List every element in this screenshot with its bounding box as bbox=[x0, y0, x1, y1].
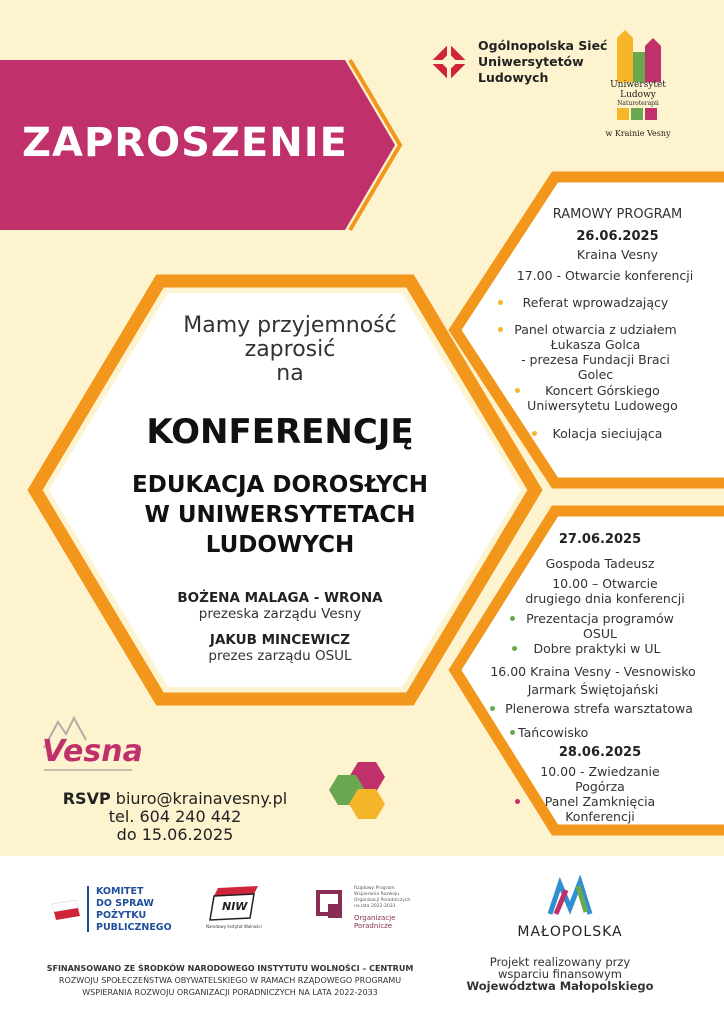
day2-item: Dobre praktyki w UL bbox=[533, 641, 661, 656]
ulv-line2: Ludowy bbox=[620, 90, 656, 100]
niw-subtitle: Narodowy Instytut Wolności bbox=[206, 924, 262, 929]
item-line: Łukasza Golca bbox=[550, 337, 641, 352]
day2-date: 27.06.2025 bbox=[558, 532, 642, 547]
rpwrop-name bbox=[354, 914, 395, 930]
day2-evening-item: Plenerowa strefa warsztatowa bbox=[505, 701, 693, 716]
item-line: 10.00 – Otwarcie bbox=[552, 576, 658, 591]
speaker-name: BOŻENA MALAGA - WRONA bbox=[177, 590, 383, 606]
rsvp-phone[interactable]: tel. 604 240 442 bbox=[108, 807, 242, 826]
funding-note bbox=[40, 963, 420, 999]
rpwrop-line: Rządowy Program bbox=[354, 886, 395, 891]
kdspp-line: POŻYTKU bbox=[96, 910, 147, 921]
day1-opening: 17.00 - Otwarcie konferencji bbox=[516, 268, 694, 283]
item-line: OSUL bbox=[583, 626, 617, 641]
osul-logo-icon bbox=[429, 42, 469, 82]
speaker-1 bbox=[130, 590, 430, 622]
osul-line: Uniwersytetów bbox=[478, 54, 584, 69]
conference-subtitle bbox=[85, 470, 475, 560]
day2-place: Gospoda Tadeusz bbox=[545, 556, 655, 571]
day3-date: 28.06.2025 bbox=[558, 745, 642, 760]
vesna-logo: Vesna bbox=[42, 734, 143, 769]
day1-date: 26.06.2025 bbox=[576, 229, 659, 244]
day1-item: Kolacja sieciująca bbox=[552, 426, 663, 441]
niw-label: NIW bbox=[222, 900, 248, 913]
item-line: Prezentacja programów bbox=[526, 611, 674, 626]
kdspp-logo-text bbox=[96, 886, 172, 934]
osul-line: Ludowych bbox=[478, 70, 549, 85]
item-line: Golec bbox=[577, 367, 614, 382]
rsvp-deadline: do 15.06.2025 bbox=[116, 825, 234, 844]
bullet-dot bbox=[498, 300, 503, 305]
speaker-2 bbox=[130, 632, 430, 664]
funding-line: WSPIERANIA ROZWOJU ORGANIZACJI PORADNICZYCH NA LATA 2022-2033 bbox=[82, 988, 378, 997]
bullet-dot bbox=[510, 730, 515, 735]
rpwrop-name-line: Organizacje bbox=[354, 914, 396, 922]
day2-item bbox=[510, 611, 690, 641]
item-line: Jarmark Świętojański bbox=[527, 682, 659, 697]
day2-evening-item: Tańcowisko bbox=[518, 725, 589, 740]
item-line: drugiego dnia konferencji bbox=[525, 591, 685, 606]
rpwrop-name-line: Poradnicze bbox=[354, 922, 393, 930]
item-line: Panel otwarcia z udziałem bbox=[514, 322, 677, 337]
rpwrop-title bbox=[354, 886, 410, 910]
item-line: Konferencji bbox=[565, 809, 635, 824]
funding-line: ROZWOJU SPOŁECZEŃSTWA OBYWATELSKIEGO W RAMACH RZĄDOWEGO PROGRAMU bbox=[58, 976, 402, 985]
malopolska-description bbox=[460, 956, 660, 992]
day1-item: Referat wprowadzający bbox=[522, 295, 669, 310]
malo-line: Województwa Małopolskiego bbox=[466, 979, 654, 993]
ulv-line3: Naturoterapii bbox=[617, 100, 659, 107]
kdspp-line: DO SPRAW bbox=[96, 898, 154, 909]
intro-text bbox=[140, 314, 440, 386]
intro-line: na bbox=[276, 361, 304, 386]
rsvp-email[interactable]: biuro@krainavesny.pl bbox=[115, 789, 288, 808]
intro-line: Mamy przyjemność bbox=[183, 313, 397, 338]
ulv-line4: w Krainie Vesny bbox=[605, 129, 671, 138]
item-line: Panel Zamknięcia bbox=[544, 794, 656, 809]
day2-evening bbox=[468, 664, 718, 697]
poland-flag-icon bbox=[52, 900, 80, 920]
rpwrop-line: Organizacji Poradniczych bbox=[354, 898, 411, 903]
day1-item bbox=[515, 383, 690, 413]
speaker-role: prezes zarządu OSUL bbox=[208, 648, 352, 664]
kdspp-line: KOMITET bbox=[96, 886, 144, 897]
day1-place: Kraina Vesny bbox=[576, 247, 659, 262]
rsvp-label: RSVP bbox=[62, 789, 111, 808]
ul-vesny-logo-text bbox=[600, 80, 676, 138]
item-line: Uniwersytetu Ludowego bbox=[527, 398, 678, 413]
rsvp-line bbox=[40, 790, 310, 808]
rpwrop-line: Wspierania Rozwoju bbox=[354, 892, 400, 897]
item-line: - prezesa Fundacji Braci bbox=[521, 352, 670, 367]
organizacje-poradnicze-icon bbox=[318, 892, 342, 918]
item-line: Pogórza bbox=[575, 779, 625, 794]
rsvp-block bbox=[40, 790, 310, 844]
bullet-dot bbox=[498, 327, 503, 332]
speaker-name: JAKUB MINCEWICZ bbox=[209, 632, 351, 648]
subtitle-line: LUDOWYCH bbox=[205, 532, 355, 558]
malo-line: wsparciu finansowym bbox=[498, 967, 622, 981]
malopolska-logo-icon bbox=[550, 882, 590, 914]
funding-line: SFINANSOWANO ZE ŚRODKÓW NARODOWEGO INSTYTUTU WOLNOŚCI – CENTRUM bbox=[46, 964, 414, 973]
day2-opening bbox=[500, 576, 710, 606]
intro-line: zaprosić bbox=[244, 337, 336, 362]
osul-line: Ogólnopolska Sieć bbox=[478, 38, 608, 53]
subtitle-line: EDUKACJA DOROSŁYCH bbox=[132, 472, 428, 498]
speaker-role: prezeska zarządu Vesny bbox=[198, 606, 362, 622]
rpwrop-line: na lata 2022-2033 bbox=[354, 904, 396, 909]
day1-item bbox=[508, 322, 683, 382]
ulv-line1: Uniwersytet bbox=[610, 80, 666, 90]
item-line: Koncert Górskiego bbox=[545, 383, 660, 398]
osul-logo-text bbox=[478, 38, 608, 86]
subtitle-line: W UNIWERSYTETACH bbox=[144, 502, 416, 528]
banner-title: ZAPROSZENIE bbox=[22, 120, 348, 166]
program-header: RAMOWY PROGRAM bbox=[552, 207, 683, 222]
conference-title: KONFERENCJĘ bbox=[146, 412, 414, 452]
item-line: 16.00 Kraina Vesny - Vesnowisko bbox=[490, 664, 696, 679]
day3-opening bbox=[500, 764, 700, 794]
item-line: 10.00 - Zwiedzanie bbox=[540, 764, 660, 779]
day3-item bbox=[515, 794, 685, 824]
malopolska-label: MAŁOPOLSKA bbox=[517, 924, 623, 940]
kdspp-line: PUBLICZNEGO bbox=[96, 922, 172, 933]
malo-line: Projekt realizowany przy bbox=[489, 955, 631, 969]
